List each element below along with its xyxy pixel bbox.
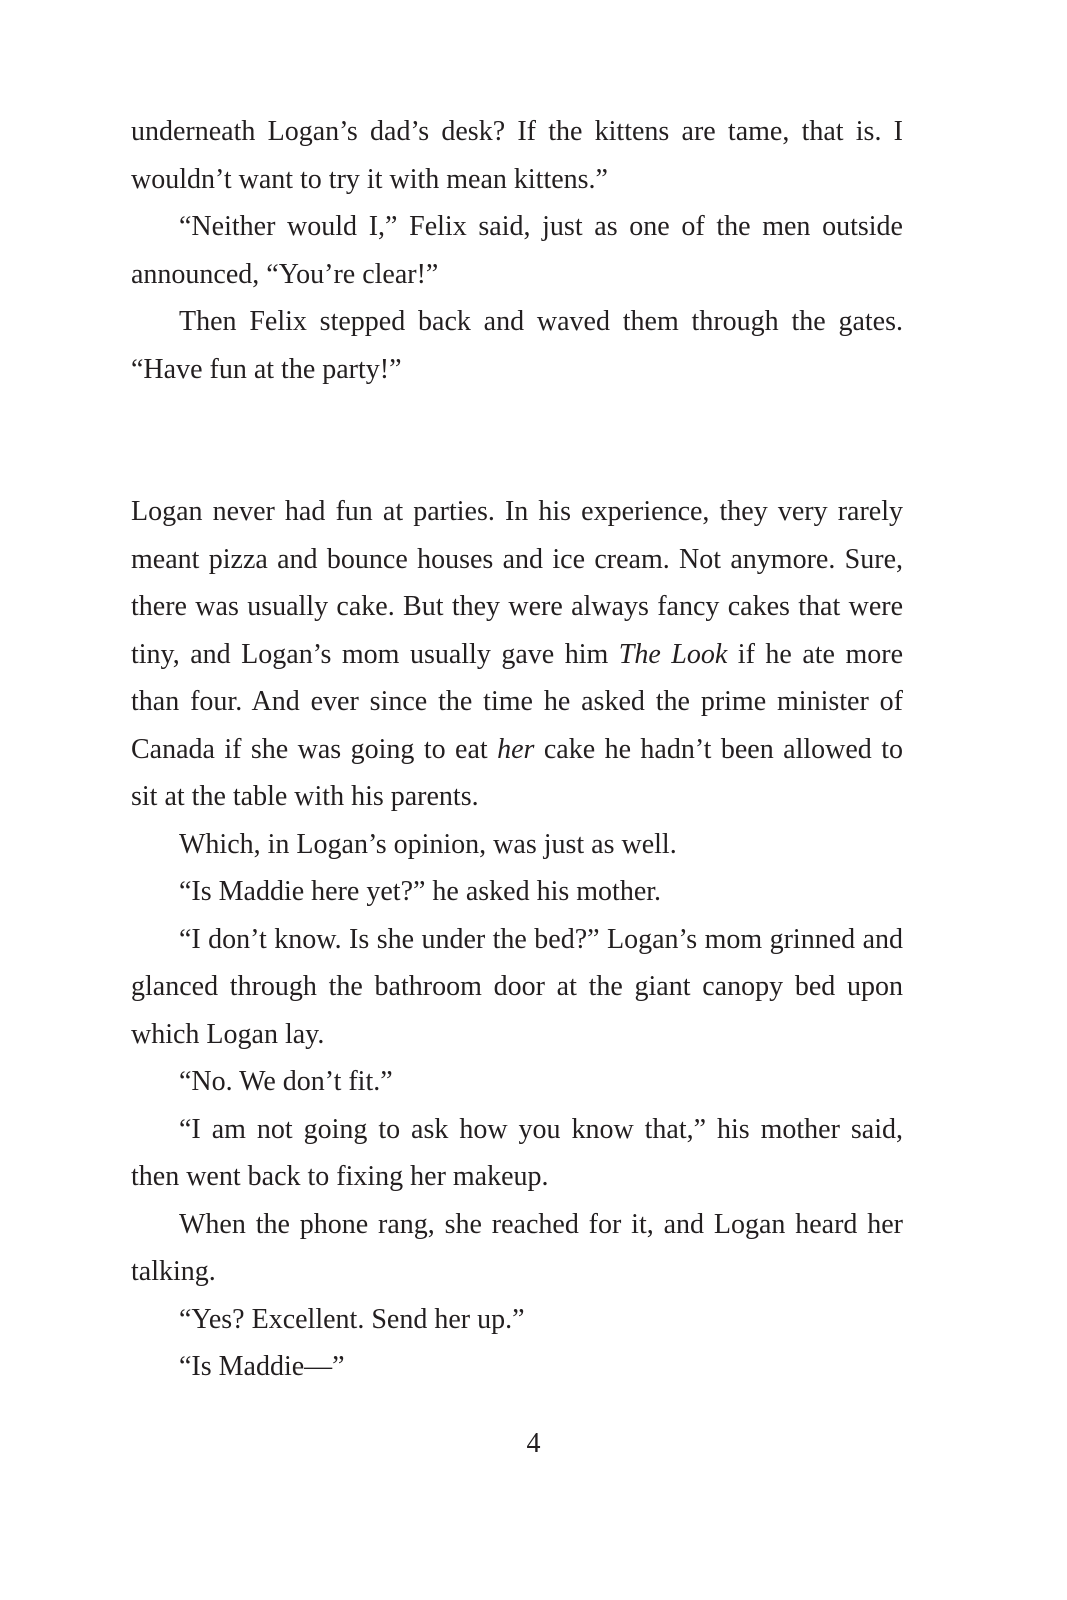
italic-text: The Look (618, 638, 728, 670)
italic-text: her (497, 733, 535, 765)
paragraph (131, 868, 903, 916)
paragraph-text: When the phone rang, she reached for it, and Logan heard her talking. (131, 1208, 903, 1287)
paragraph (131, 1106, 903, 1201)
paragraph (131, 1201, 903, 1296)
paragraph-text: Logan never had fun at parties. In his experience, they very rarely meant pizza and bounce houses and ice cream. Not anymore. Sure, there was usually cake. But they were always fancy cakes that were tiny, and Logan’s mom usually gave him (131, 496, 903, 670)
paragraph-text: “Neither would I,” Felix said, just as one of the men outside announced, “You’re clear!” (131, 211, 903, 290)
page-body (131, 108, 903, 1391)
paragraph (131, 1343, 903, 1391)
paragraph-text: Which, in Logan’s opinion, was just as well. (179, 828, 677, 860)
paragraph-text: Then Felix stepped back and waved them through the gates. “Have fun at the party!” (131, 306, 903, 385)
paragraph-text: “I am not going to ask how you know that,” his mother said, then went back to fixing her makeup. (131, 1113, 903, 1192)
paragraph (131, 488, 903, 821)
paragraph-text: “Is Maddie—” (179, 1351, 345, 1382)
page-number: 4 (526, 1428, 541, 1459)
paragraph-text: underneath Logan’s dad’s desk? If the kittens are tame, that is. I wouldn’t want to try it with mean kittens.” (131, 116, 903, 195)
paragraph-text: “Is Maddie here yet?” he asked his mother. (179, 876, 662, 907)
paragraph (131, 298, 903, 393)
section-break (131, 393, 903, 488)
paragraph (131, 1296, 903, 1344)
paragraph-text: “I don’t know. Is she under the bed?” Logan’s mom grinned and glanced through the bathroom door at the giant canopy bed upon which Logan lay. (131, 923, 903, 1050)
paragraph (131, 1058, 903, 1106)
paragraph (131, 203, 903, 298)
paragraph-text: cake he hadn’t been allowed to sit at the table with his parents. (131, 733, 903, 812)
paragraph (131, 821, 903, 869)
paragraph-text: “No. We don’t fit.” (179, 1066, 393, 1097)
paragraph (131, 108, 903, 203)
paragraph (131, 916, 903, 1059)
paragraph-text: if he ate more than four. And ever since the time he asked the prime minister of Canada if she was going to eat (131, 638, 904, 765)
paragraph-text: “Yes? Excellent. Send her up.” (179, 1303, 525, 1335)
